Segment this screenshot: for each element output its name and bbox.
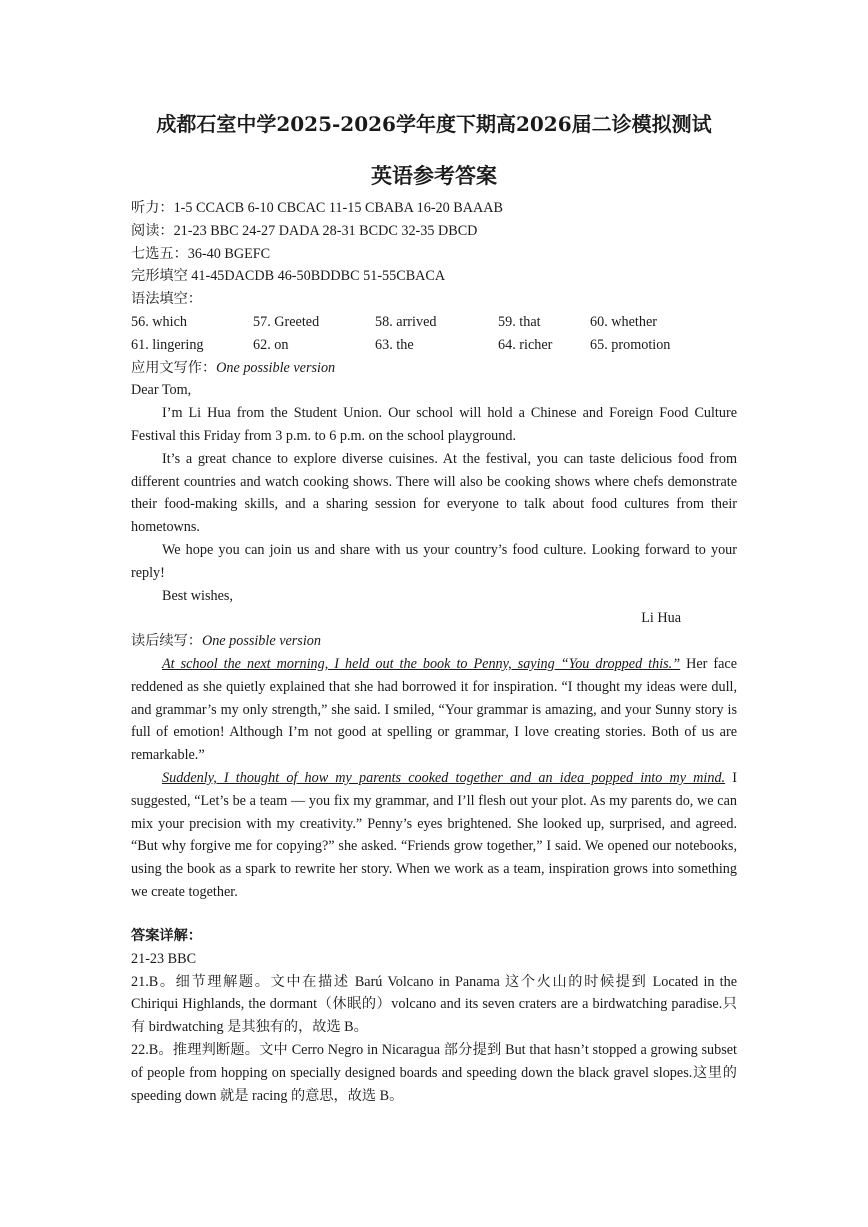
- writing-label-line: [131, 357, 737, 380]
- grammar-answer: 61. lingering: [131, 336, 204, 353]
- grammar-row-2: [131, 334, 737, 357]
- explanation-range: 21-23 BBC: [131, 950, 197, 967]
- grammar-answer: 58. arrived: [375, 313, 437, 330]
- letter-paragraph: I’m Li Hua from the Student Union. Our school will hold a Chinese and Foreign Food Culture Festival this Friday from 3 p.m. to 6 p.m. on the school playground.: [131, 405, 737, 444]
- grammar-answer: 64. richer: [498, 336, 553, 353]
- letter-paragraph: It’s a great chance to explore diverse cuisines. At the festival, you can taste delicious food from different countries and watch cooking shows. There will also be cooking shows where chefs demonstrate their food-making skills, and a sharing session for everyone to talk about food cultures from their hometowns.: [131, 450, 737, 536]
- continuation-paragraph: [131, 767, 737, 904]
- cloze-answers: 完形填空 41-45DACDB 46-50BDDBC 51-55CBACA: [131, 268, 446, 285]
- explanation-item: 21.B。细节理解题。文中在描述 Barú Volcano in Panama 这个火山的时候提到 Located in the Chiriqui Highlands, the dormant（休眠的）volcano and its seven craters are a birdwatching paradise.只有 birdwatching 是其独有的，故选 B。: [131, 973, 737, 1036]
- grammar-answer: 63. the: [375, 336, 414, 353]
- grammar-answer: 65. promotion: [590, 336, 671, 353]
- grammar-answer: 60. whether: [590, 313, 657, 330]
- continuation-version: One possible version: [201, 633, 321, 650]
- grammar-row-1: [131, 311, 737, 334]
- letter-closing: Best wishes,: [162, 587, 233, 604]
- letter-signature: Li Hua: [641, 610, 681, 627]
- subject-title: 英语参考答案: [371, 163, 497, 188]
- continuation-text: Her face reddened as she quietly explained that she had borrowed it for inspiration. “I thought my ideas were dull, and grammar’s my only strength,” she said. I smiled, “Your grammar is amazing, and your Sunny story is full of emotion! Although I’m not good at spelling or grammar, I love creating stories. Both of us are remarkable.”: [131, 655, 737, 764]
- answer-key-section: [131, 197, 737, 904]
- explanation-section: [131, 925, 737, 1107]
- continuation-text: I suggested, “Let’s be a team — you fix my grammar, and I’ll flesh out your plot. As my parents do, we can mix your precision with my creativity.” Penny’s eyes brightened. She looked up, surprised, and agreed. “But why forgive me for copying?” she asked. “Friends grow together,” I said. We opened our notebooks, using the book as a spark to rewrite her story. When we work as a team, inspiration grows into something we create together.: [131, 769, 737, 900]
- letter-paragraph: We hope you can join us and share with us your country’s food culture. Looking forward to your reply!: [131, 541, 737, 581]
- listening-answers: 听力：1-5 CCACB 6-10 CBCAC 11-15 CBABA 16-20 BAAAB: [131, 200, 503, 216]
- seven-five-answers: 七选五：36-40 BGEFC: [131, 245, 271, 262]
- letter-greeting: Dear Tom,: [131, 382, 192, 399]
- writing-version: One possible version: [216, 359, 336, 376]
- continuation-lead-sentence: Suddenly, I thought of how my parents cooked together and an idea popped into my mind.: [162, 769, 726, 786]
- explanation-heading: 答案详解：: [131, 928, 202, 944]
- grammar-answer: 57. Greeted: [253, 313, 320, 330]
- continuation-label: 读后续写：: [131, 633, 202, 650]
- grammar-answer: 59. that: [498, 313, 541, 330]
- reading-answers: 阅读：21-23 BBC 24-27 DADA 28-31 BCDC 32-35 DBCD: [131, 222, 478, 239]
- grammar-label: 语法填空：: [131, 291, 202, 308]
- grammar-answer: 62. on: [253, 336, 289, 353]
- explanation-item: 22.B。推理判断题。文中 Cerro Negro in Nicaragua 部分提到 But that hasn’t stopped a growing subset of people from hopping on specially designed boards and speeding down the black gravel slopes.这里的 speeding down 就是 racing 的意思，故选 B。: [131, 1041, 737, 1104]
- school-title: 成都石室中学2025-2026学年度下期高2026届二诊模拟测试: [156, 112, 712, 136]
- continuation-lead-sentence: At school the next morning, I held out the book to Penny, saying “You dropped this.”: [162, 655, 681, 672]
- continuation-label-line: [131, 630, 737, 653]
- continuation-paragraph: [131, 653, 737, 767]
- grammar-answer: 56. which: [131, 313, 187, 330]
- writing-label: 应用文写作：: [131, 359, 217, 376]
